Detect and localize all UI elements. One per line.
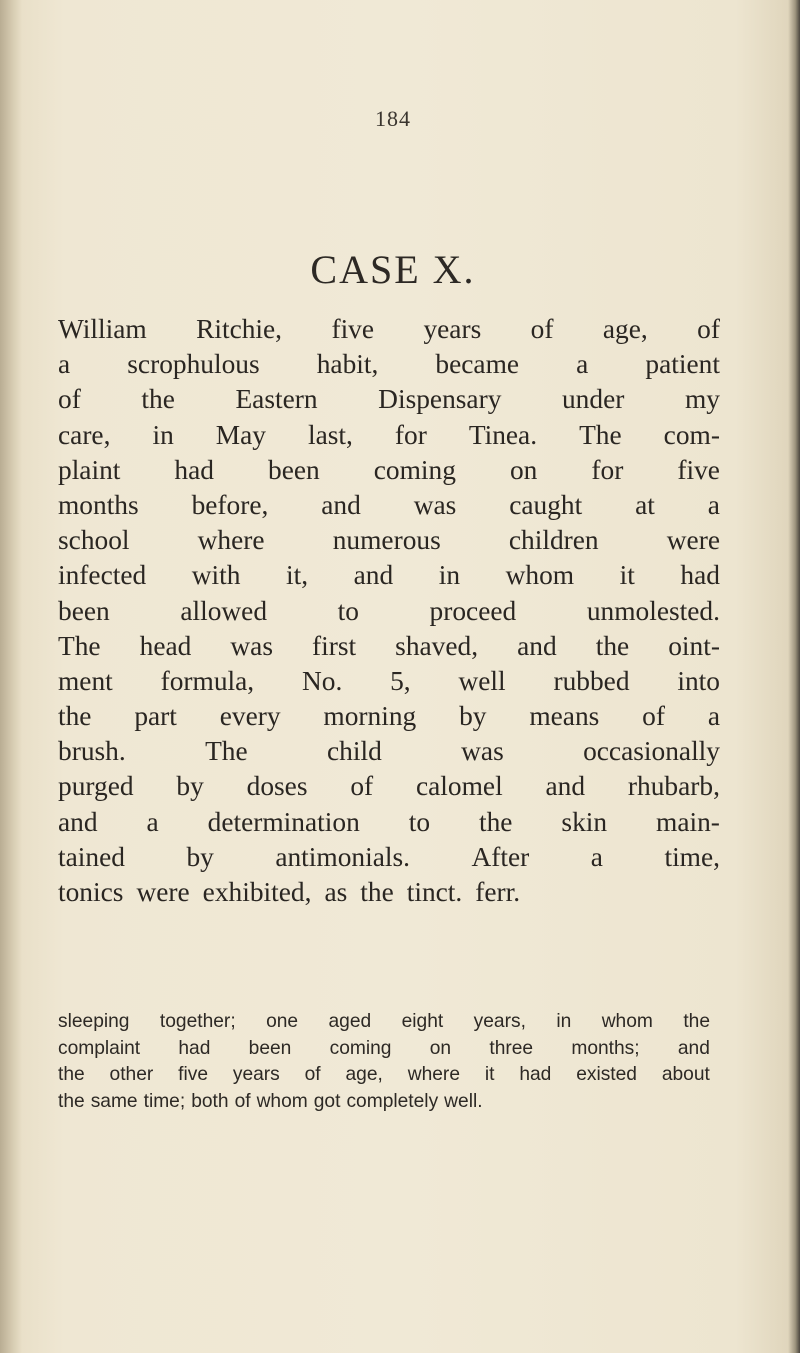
body-line: care, in May last, for Tinea. The com- (58, 419, 720, 450)
footnote-line: sleeping together; one aged eight years, in whom the (58, 1011, 710, 1032)
body-line: infected with it, and in whom it had (58, 560, 720, 591)
footnote-line: the other five years of age, where it had existed about (58, 1064, 710, 1085)
footnote-text (58, 1009, 710, 1115)
body-line: plaint had been coming on for five (58, 454, 720, 485)
page-outer-edge (788, 0, 800, 1353)
footnote-line: complaint had been coming on three months; and (58, 1037, 710, 1059)
body-line: the part every morning by means of a (58, 701, 720, 732)
body-line: months before, and was caught at a (58, 489, 720, 520)
case-heading: CASE X. (310, 247, 476, 292)
body-line: purged by doses of calomel and rhubarb, (58, 771, 720, 802)
body-line: brush. The child was occasionally (58, 736, 720, 767)
case-body-text (58, 312, 720, 910)
body-line: been allowed to proceed unmolested. (58, 595, 720, 626)
body-line: ment formula, No. 5, well rubbed into (58, 665, 720, 696)
body-line: The head was first shaved, and the oint- (58, 630, 720, 661)
body-line: and a determination to the skin main- (58, 806, 720, 837)
body-line: of the Eastern Dispensary under my (58, 384, 720, 415)
footnote-line: the same time; both of whom got completely well. (58, 1090, 483, 1112)
body-line: school where numerous children were (58, 525, 720, 556)
body-line: a scrophulous habit, became a patient (58, 349, 720, 380)
body-line: William Ritchie, five years of age, of (58, 314, 720, 344)
page-binding-edge (0, 0, 22, 1353)
body-line: tained by antimonials. After a time, (58, 841, 720, 872)
body-line: tonics were exhibited, as the tinct. ferr. (58, 877, 521, 907)
page-number: 184 (375, 106, 411, 131)
